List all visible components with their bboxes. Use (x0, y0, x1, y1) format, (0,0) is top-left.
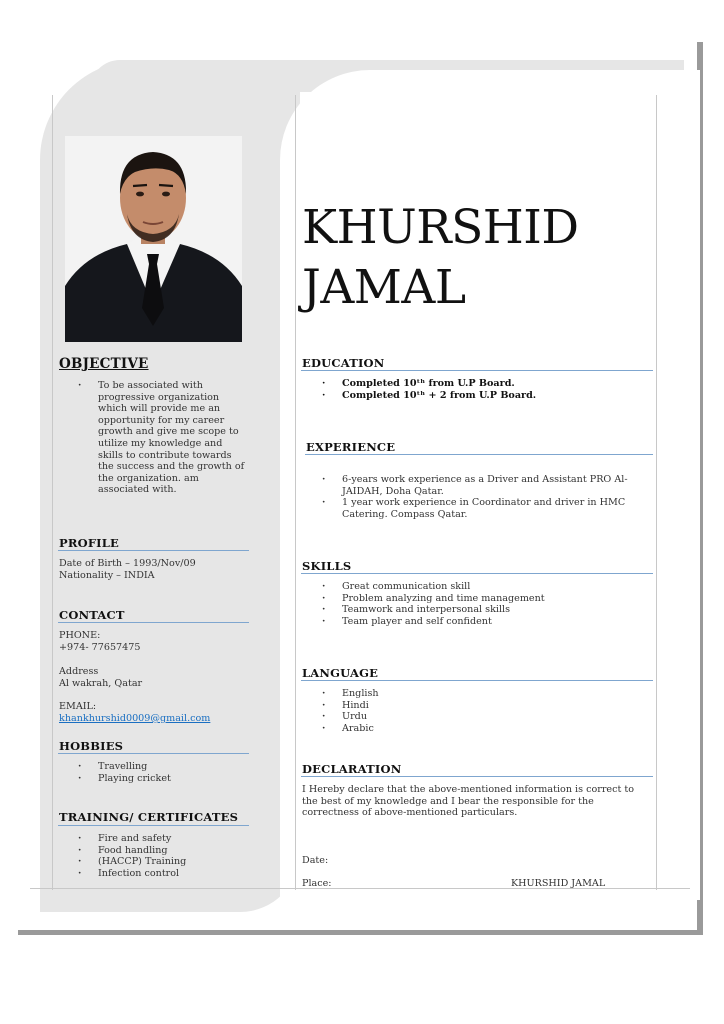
skill-item: · Great communication skill (302, 581, 652, 593)
training-rule (58, 825, 249, 826)
education-list (302, 378, 652, 401)
language-rule (301, 680, 653, 681)
right-margin-line (656, 95, 657, 890)
email-label: EMAIL: (59, 701, 97, 712)
signature-name: KHURSHID JAMAL (511, 878, 606, 889)
column-divider (295, 95, 296, 890)
address-value: Al wakrah, Qatar (59, 678, 143, 689)
objective-list (58, 380, 250, 496)
declaration-title: DECLARATION (302, 762, 402, 776)
skill-item: · Problem analyzing and time management (302, 593, 652, 605)
skills-rule (301, 573, 653, 574)
education-item: · Completed 10ᵗʰ + 2 from U.P Board. (302, 390, 652, 402)
hobby-item: · Travelling (58, 761, 250, 773)
phone-label: PHONE: (59, 630, 101, 641)
contact-title: CONTACT (59, 608, 125, 622)
candidate-name (302, 198, 579, 318)
skills-title: SKILLS (302, 559, 352, 573)
left-margin-line (52, 95, 53, 890)
place-label: Place: (302, 878, 332, 889)
declaration-rule (301, 776, 653, 777)
nationality: Nationality – INDIA (59, 570, 155, 581)
profile-photo (65, 136, 242, 342)
skill-item: · Teamwork and interpersonal skills (302, 604, 652, 616)
language-list (302, 688, 652, 734)
language-title: LANGUAGE (302, 666, 379, 680)
training-list (58, 833, 250, 879)
experience-title: EXPERIENCE (306, 440, 396, 454)
language-item: · Urdu (302, 711, 652, 723)
skills-list (302, 581, 652, 627)
last-name: JAMAL (302, 260, 466, 315)
declaration-text: I Hereby declare that the above-mentioned information is correct to the best of my knowledge and I bear the responsible for the correctness of above-mentioned particulars. (302, 784, 635, 819)
education-title: EDUCATION (302, 356, 385, 370)
skill-item: · Team player and self confident (302, 616, 652, 628)
page-frame-bottom (18, 930, 703, 935)
first-name: KHURSHID (302, 200, 579, 255)
hobbies-list (58, 761, 250, 784)
profile-title: PROFILE (59, 536, 120, 550)
training-item: · Food handling (58, 845, 250, 857)
objective-text: · To be associated with progressive organization which will provide me an opportunity for my career growth and give me scope to utilize my knowledge and skills to contribute towards the success and the growth of the organization. am associated with. (58, 380, 250, 496)
training-item: · Infection control (58, 868, 250, 880)
contact-rule (58, 622, 249, 623)
address-label: Address (59, 666, 99, 677)
training-item: · (HACCP) Training (58, 856, 250, 868)
experience-item: · 6-years work experience as a Driver and Assistant PRO Al-JAIDAH, Doha Qatar. (302, 474, 647, 497)
profile-rule (58, 550, 249, 551)
objective-title: OBJECTIVE (59, 356, 149, 372)
phone-number: +974- 77657475 (59, 642, 141, 653)
experience-list (302, 474, 647, 520)
language-item: · English (302, 688, 652, 700)
language-item: · Hindi (302, 700, 652, 712)
education-rule (301, 370, 653, 371)
date-of-birth: Date of Birth – 1993/Nov/09 (59, 558, 196, 569)
hobbies-rule (58, 753, 249, 754)
training-item: · Fire and safety (58, 833, 250, 845)
education-item: · Completed 10ᵗʰ from U.P Board. (302, 378, 652, 390)
language-item: · Arabic (302, 723, 652, 735)
hobbies-title: HOBBIES (59, 739, 124, 753)
email-link[interactable]: khankhurshid0009@gmail.com (59, 713, 211, 724)
training-title: TRAINING/ CERTIFICATES (59, 810, 239, 824)
date-label: Date: (302, 855, 329, 866)
experience-rule (305, 454, 653, 455)
hobby-item: · Playing cricket (58, 773, 250, 785)
experience-item: · 1 year work experience in Coordinator and driver in HMC Catering. Compass Qatar. (302, 497, 647, 520)
